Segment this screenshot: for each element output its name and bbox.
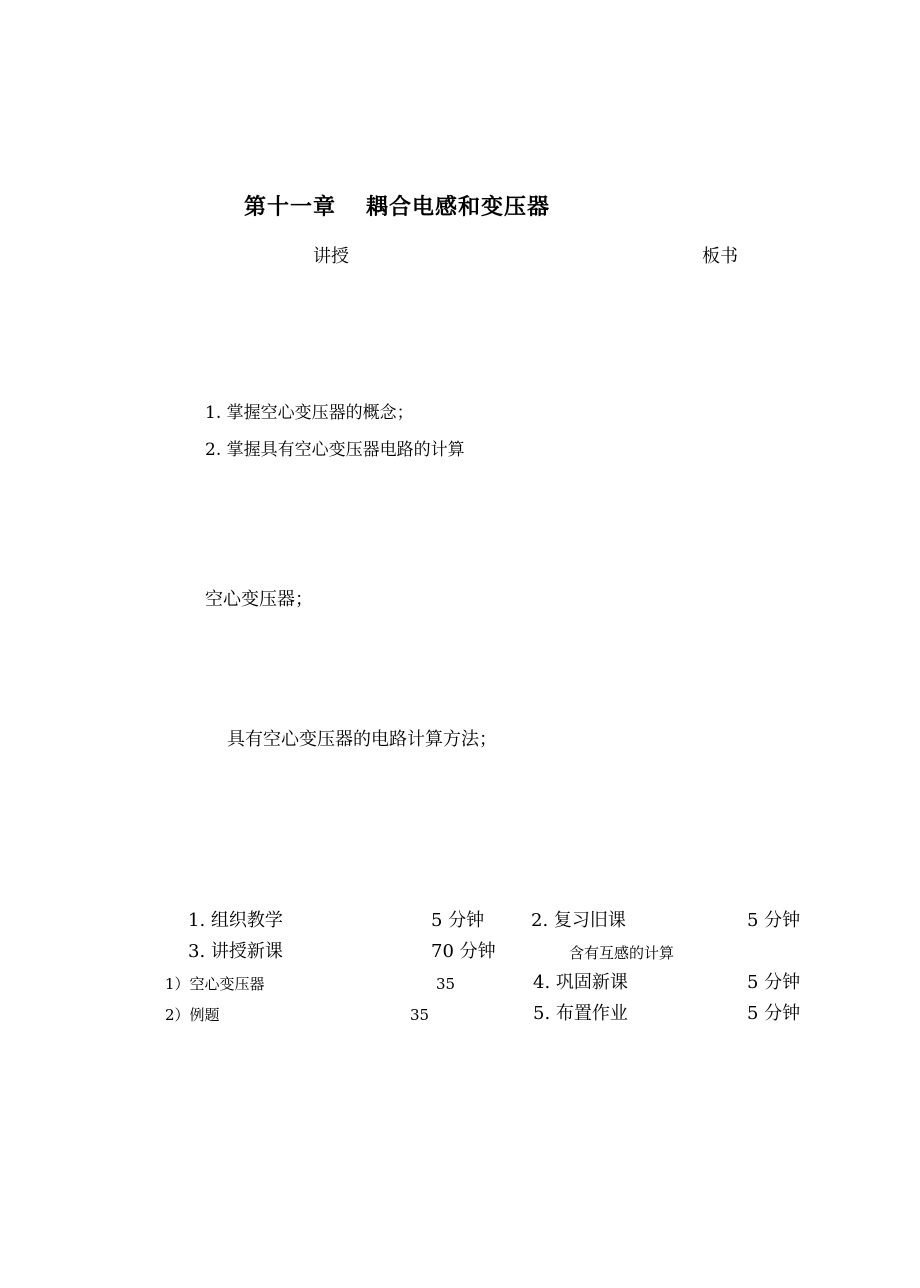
chapter-title bbox=[244, 197, 550, 219]
schedule-item-label: 4. 巩固新课 bbox=[533, 972, 628, 993]
schedule-subitem-time: 35 bbox=[410, 1006, 430, 1024]
schedule-item-time: 5 分钟 bbox=[747, 1003, 801, 1024]
schedule-item-label: 2. 复习旧课 bbox=[531, 910, 626, 931]
schedule-item-label: 5. 布置作业 bbox=[533, 1003, 628, 1024]
key-point: 空心变压器； bbox=[205, 589, 313, 610]
header-blackboard-label: 板书 bbox=[702, 246, 738, 267]
schedule-item-time: 70 分钟 bbox=[431, 941, 496, 962]
objective-item: 1. 掌握空心变压器的概念； bbox=[205, 403, 414, 423]
chapter-name: 耦合电感和变压器 bbox=[366, 195, 551, 220]
schedule-subitem-label: 1）空心变压器 bbox=[165, 975, 265, 993]
objective-item: 2. 掌握具有空心变压器电路的计算 bbox=[205, 440, 465, 460]
schedule-subitem-time: 35 bbox=[436, 975, 456, 993]
schedule-subitem-label: 2）例题 bbox=[165, 1006, 220, 1024]
chapter-number: 第十一章 bbox=[244, 195, 337, 220]
difficult-point: 具有空心变压器的电路计算方法； bbox=[227, 729, 497, 750]
schedule-item-note: 含有互感的计算 bbox=[569, 944, 675, 962]
schedule-item-time: 5 分钟 bbox=[747, 972, 801, 993]
schedule-item-label: 3. 讲授新课 bbox=[188, 941, 283, 962]
header-lecture-label: 讲授 bbox=[313, 246, 349, 267]
schedule-item-time: 5 分钟 bbox=[431, 910, 485, 931]
schedule-item-label: 1. 组织教学 bbox=[188, 910, 283, 931]
schedule-item-time: 5 分钟 bbox=[747, 910, 801, 931]
